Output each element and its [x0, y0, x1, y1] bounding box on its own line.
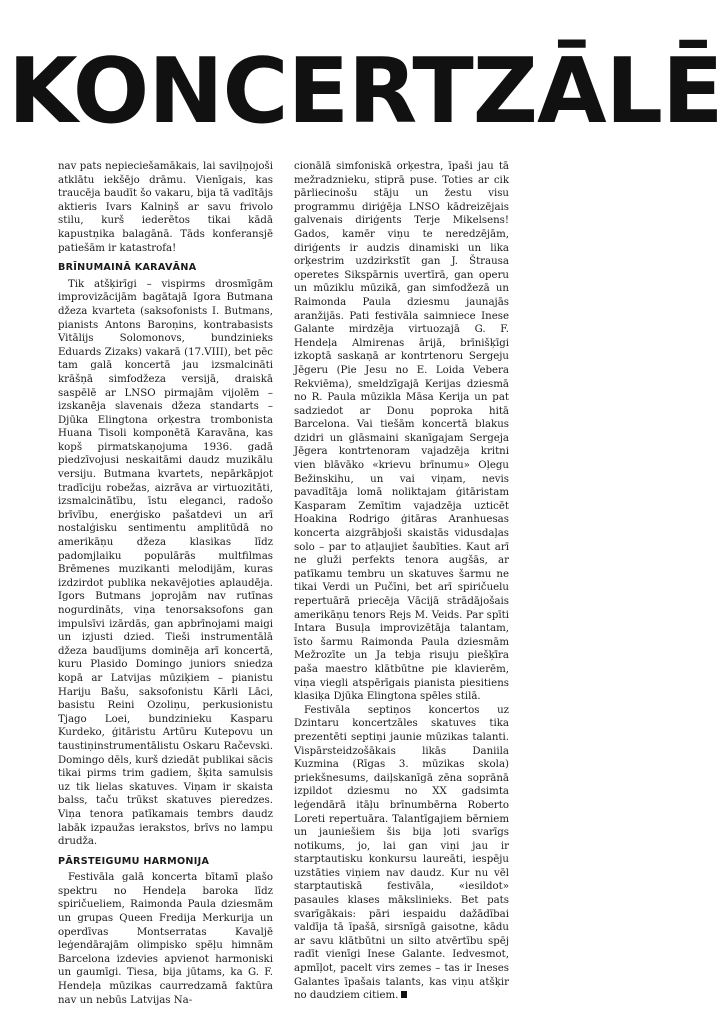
section-heading: BRĪNUMAINĀ KARAVĀNA — [58, 262, 197, 274]
paragraph: Festivāla galā koncerta bītamī plašo spektru no Hendeļa baroka līdz spiričueliem, Raimonda Paula dziesmām un grupas Queen Fredija Merkurija un operdīvas Montserratas Kavaljē leģendārajām olimpisko spēļu himnām Barcelona izdevies apvienot harmoniski un gaumīgi. Tiesa, bija jūtams, ka G. F. Hendeļa mūzikas caurredzamā faktūra nav un nebūs Latvijas Na- — [58, 872, 273, 1006]
section-heading: PĀRSTEIGUMU HARMONIJA — [58, 855, 210, 867]
paragraph — [294, 704, 509, 1003]
paragraph: cionālā simfoniskā orķestra, īpaši jau tā mežradznieku, stiprā puse. Toties ar cik pārliecinošu stāju un žestu visu programmu diriģēja LNSO kādreizējais galvenais diriģents Terje Mikelsens! Gados, kamēr viņu te neredzējām, diriģents ir audzis dinamiski un lika orķestrim uzdzirkstīt gan J. Štrausa operetes Sikspārnis uvertīrā, gan operu un mūziklu mūzikā, gan simfodžezā un Raimonda Paula dziesmu jaunajās aranžijās. Pati festivāla saimniece Inese Galante mirdzēja virtuozajā G. F. Hendeļa Almirenas ārijā, brīnišķīgi izkoptā saskaņā ar kontrtenoru Sergeju Jēgeru (Pie Jesu no E. Loida Vebera Rekviēma), smeldzīgajā Kerijas dziesmā no R. Paula mūzikla Māsa Kerija un pat sadziedot ar Donu poproka hitā Barcelona. Vai tiešām koncertā blakus dzidri un glāsmaini skanīgajam Sergeja Jēgera kontrtenoram vajadzēja kritni vien blāvāko «krievu brīnumu» Oļegu Bežinskihu, un vai viņam, nevis pavadītāja lomā noliktajam ģitāristam Kasparam Zemītim vajadzēja uzticēt Hoakina Rodrigo ģitāras Aranhuesas koncerta aizgrābjoši skaistās vidusdaļas solo – par to atļaujiet šaubīties. Kaut arī ne gluži perfekts tenora augšās, ar patīkamu tembru un skatuves šarmu ne tikai Verdi un Pučīni, bet arī spiričuelu repertuārā priecēja Vācijā strādājošais amerikāņu tenors Rejs M. Veids. Par spīti Intara Busuļa improvizētāja talantam, īsto šarmu Raimonda Paula dziesmām Mežrozīte un Ja tebja risuju piešķīra paša maestro klātbūtne pie klavierēm, viņa viegli atspērīgais pianista piesitiens klasiķa Djūka Elingtona spēles stilā. — [294, 161, 509, 703]
paragraph: nav pats nepieciešamākais, lai saviļņojoši atklātu iekšējo drāmu. Vienīgais, kas traucēja baudīt šo vakaru, bija tā vadītājs aktieris Ivars Kalniņš ar savu frivolo stilu, kurš iederētos tikai kādā kapustņika balagānā. Tāds konferansjē patiešām ir katastrofa! — [58, 161, 273, 254]
article-column-left — [58, 160, 273, 1007]
paragraph: Tik atšķirīgi – vispirms drosmīgām improvizācijām bagātajā Igora Butmana džeza kvarteta (saksofonists I. Butmans, pianists Antons Baroņins, kontrabasists Vitālijs Solomonovs, bundzinieks Eduards Zizaks) vakarā (17.VIII), bet pēc tam galā koncertā jau izsmalcināti krāšņā simfodžeza versijā, draiskā saspēlē ar LNSO pirmajām vijolēm – izskanēja slavenais džeza standarts – Djūka Elingtona orķestra trombonista Huana Tisoli komponētā Karavāna, kas kopš pirmatskaņojuma 1936. gadā piedzīvojusi neskaitāmi daudz muzikālu versiju. Butmana kvartets, nepārkāpjot tradīciju robežas, aizrāva ar virtuozitāti, izsmalcinātību, īstu eleganci, radošo brīvību, enerģisko pašatdevi un arī nostalģisku sentimentu amplitūdā no amerikāņu džeza klasikas līdz padomjlaiku populārās multfilmas Brēmenes muzikanti melodijām, kuras izdzirdot publika nekavējoties aplaudēja. Igors Butmans joprojām nav rutīnas nogurdināts, viņa tenorsaksofons gan impulsīvi izārdās, gan apbrīnojami maigi un izjusti dzied. Tieši instrumentālā džeza baudījums dominēja arī koncertā, kuru Plasido Domingo juniors sniedza kopā ar Latvijas mūziķiem – pianistu Hariju Bašu, saksofonistu Kārli Lāci, basistu Reini Ozoliņu, perkusionistu Tjago Loei, bundzinieku Kasparu Kurdeko, ģitāristu Artūru Kutepovu un taustiņinstrumentālistu Oskaru Račevski. Domingo dēls, kurš dziedāt publikai sācis tikai pirms trim gadiem, šķita samulsis uz tik lielas skatuves. Viņam ir skaista balss, taču trūkst skatuves pieredzes. Viņa tenora patīkamais tembrs daudz labāk izpaužas ierakstos, brīvs no lampu drudža. — [58, 278, 273, 848]
headline: KONCERTZĀLĒ — [8, 39, 722, 144]
paragraph-text: Festivāla septiņos koncertos uz Dzintaru koncertzāles skatuves tika prezentēti septiņi jaunie mūzikas talanti. Vispārsteidzošākais likās Daniila Kuzmina (Rīgas 3. mūzikas skola) priekšnesums, daiļskanīgā zēna soprānā izpildot dziesmu no XX gadsimta leģendārā itāļu brīnumbērna Roberto Loreti repertuāra. Talantīgajiem bērniem un jauniešiem šis bija ļoti svarīgs notikums, jo, lai gan viņi jau ir starptautisku konkursu laureāti, iespēju uzstāties viņiem nav daudz. Kur nu vēl starptautiskā festivāla, «iesildot» pasaules klases mākslinieks. Bet pats svarīgākais: pāri iespaidu dažādībai valdīja tā īpašā, sirsnīgā gaisotne, kādu ar savu klātbūtni un silto atvērtību spēj radīt vienīgi Inese Galante. Iedvesmot, apmīļot, pacelt virs zemes – tas ir Ineses Galantes īpašais talants, kas viņu atšķir no daudziem citiem. — [294, 704, 509, 1002]
end-of-article-mark — [401, 991, 407, 998]
article-column-right — [294, 160, 509, 1003]
